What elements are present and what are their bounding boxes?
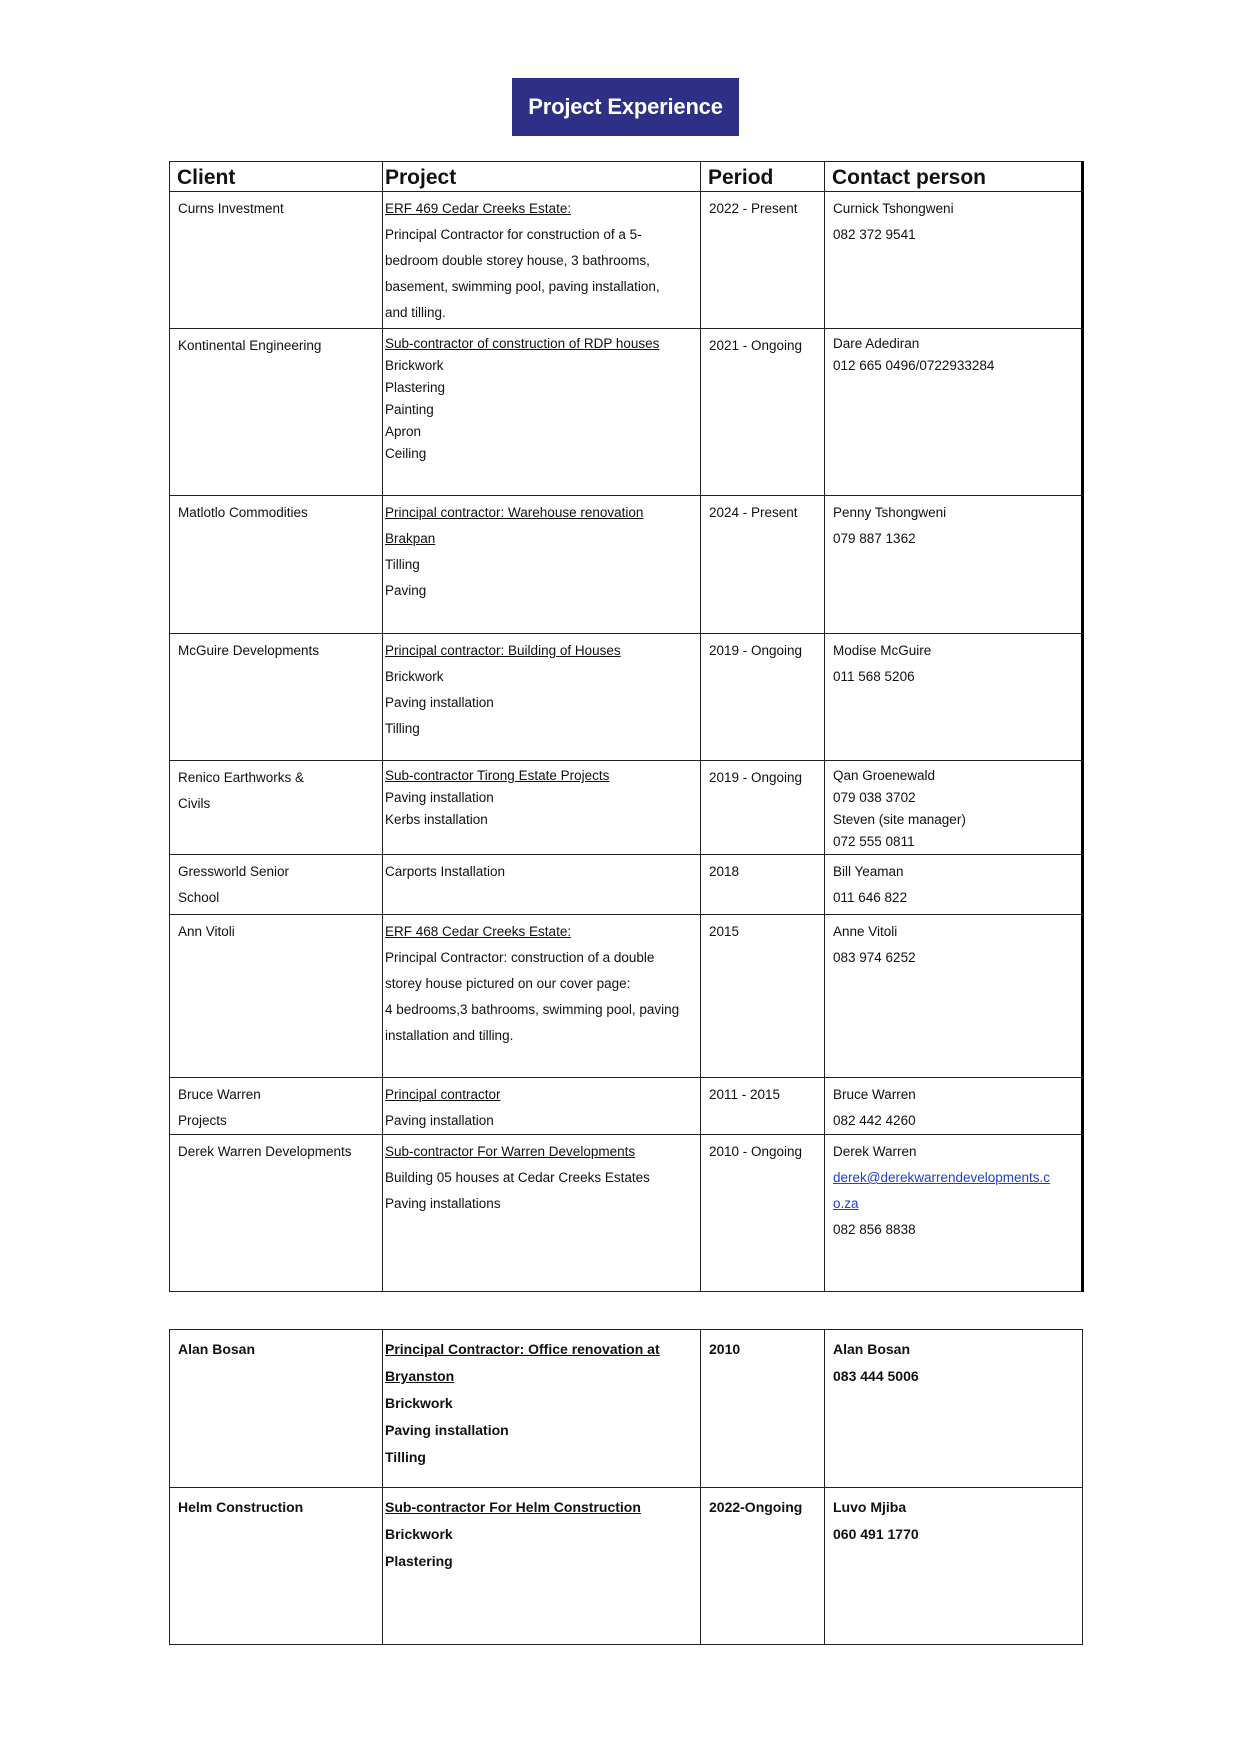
table-row bbox=[170, 1078, 1083, 1135]
contact-cell-line: 082 856 8838 bbox=[833, 1222, 916, 1237]
contact-cell bbox=[825, 761, 1083, 855]
client-cell-line: Renico Earthworks & bbox=[178, 770, 305, 785]
project-cell bbox=[383, 329, 701, 496]
project-cell-line: Principal Contractor: Office renovation at bbox=[385, 1341, 660, 1357]
period-value: 2018 bbox=[709, 864, 740, 879]
contact-cell bbox=[825, 634, 1083, 761]
client-cell-line: Matlotlo Commodities bbox=[178, 505, 308, 520]
period-cell bbox=[701, 1488, 825, 1645]
project-cell-line: installation and tilling. bbox=[385, 1028, 514, 1043]
header-contact: Contact person bbox=[825, 162, 1083, 192]
project-cell-line: basement, swimming pool, paving installation, bbox=[385, 279, 660, 294]
contact-cell-line: Modise McGuire bbox=[833, 643, 932, 658]
project-cell-line: Kerbs installation bbox=[385, 812, 488, 827]
client-cell bbox=[170, 915, 383, 1078]
project-cell-line: Brickwork bbox=[385, 358, 444, 373]
table-row bbox=[170, 192, 1083, 329]
project-cell-line: ERF 469 Cedar Creeks Estate: bbox=[385, 201, 572, 216]
contact-cell-line: 083 974 6252 bbox=[833, 950, 916, 965]
period-value: 2022 - Present bbox=[709, 201, 798, 216]
project-cell-line: Principal contractor bbox=[385, 1087, 501, 1102]
header-project: Project bbox=[383, 162, 701, 192]
table-row bbox=[170, 855, 1083, 915]
project-cell-line: Brickwork bbox=[385, 669, 444, 684]
project-cell-line: Plastering bbox=[385, 380, 446, 395]
project-cell-line: and tilling. bbox=[385, 305, 446, 320]
table-row bbox=[170, 915, 1083, 1078]
project-cell-line: Building 05 houses at Cedar Creeks Estates bbox=[385, 1170, 650, 1185]
table-row bbox=[170, 1135, 1083, 1292]
contact-cell bbox=[825, 1330, 1083, 1488]
project-cell-line: Brickwork bbox=[385, 1395, 453, 1411]
project-cell-line: Apron bbox=[385, 424, 422, 439]
project-cell-line: Paving installation bbox=[385, 1422, 509, 1438]
project-cell-line: Paving bbox=[385, 583, 427, 598]
contact-cell-line: Curnick Tshongweni bbox=[833, 201, 954, 216]
project-cell bbox=[383, 634, 701, 761]
client-cell bbox=[170, 1488, 383, 1645]
contact-cell-line: Alan Bosan bbox=[833, 1341, 911, 1357]
project-experience-table-continued bbox=[169, 1329, 1083, 1645]
project-cell-line: Paving installation bbox=[385, 695, 494, 710]
period-value: 2024 - Present bbox=[709, 505, 798, 520]
contact-cell-line bbox=[833, 1191, 1075, 1217]
project-cell-line: Principal contractor: Building of Houses bbox=[385, 643, 621, 658]
client-cell bbox=[170, 855, 383, 915]
client-cell-line: Ann Vitoli bbox=[178, 924, 235, 939]
table-row bbox=[170, 1330, 1083, 1488]
contact-cell-line: Bruce Warren bbox=[833, 1087, 916, 1102]
contact-cell bbox=[825, 1078, 1083, 1135]
contact-cell-line: 079 038 3702 bbox=[833, 790, 916, 805]
client-cell-line: School bbox=[178, 890, 220, 905]
contact-cell-line: 079 887 1362 bbox=[833, 531, 916, 546]
contact-cell-line: 012 665 0496/0722933284 bbox=[833, 358, 995, 373]
client-cell-line: Civils bbox=[178, 796, 211, 811]
client-cell-line: Derek Warren Developments bbox=[178, 1144, 352, 1159]
email-link[interactable]: o.za bbox=[833, 1196, 859, 1211]
period-cell bbox=[701, 915, 825, 1078]
table-header-row bbox=[170, 162, 1083, 192]
project-cell-line: Sub-contractor of construction of RDP houses bbox=[385, 336, 660, 351]
client-cell-line: Gressworld Senior bbox=[178, 864, 290, 879]
client-cell-line: Alan Bosan bbox=[178, 1341, 256, 1357]
period-cell bbox=[701, 192, 825, 329]
client-cell bbox=[170, 329, 383, 496]
client-cell bbox=[170, 1135, 383, 1292]
period-cell bbox=[701, 1135, 825, 1292]
project-cell bbox=[383, 915, 701, 1078]
table-row bbox=[170, 496, 1083, 634]
period-cell bbox=[701, 1330, 825, 1488]
project-cell-line: Carports Installation bbox=[385, 864, 506, 879]
contact-cell bbox=[825, 1488, 1083, 1645]
project-cell-line: ERF 468 Cedar Creeks Estate: bbox=[385, 924, 572, 939]
period-value: 2010 bbox=[709, 1341, 741, 1357]
table-row bbox=[170, 634, 1083, 761]
contact-cell-line: Steven (site manager) bbox=[833, 812, 966, 827]
client-cell-line: Helm Construction bbox=[178, 1499, 304, 1515]
project-cell-line: Sub-contractor For Warren Developments bbox=[385, 1144, 636, 1159]
contact-cell-line: Qan Groenewald bbox=[833, 768, 936, 783]
contact-cell-line: Derek Warren bbox=[833, 1144, 917, 1159]
project-cell bbox=[383, 855, 701, 915]
project-cell-line: bedroom double storey house, 3 bathrooms, bbox=[385, 253, 650, 268]
contact-cell-line: 082 442 4260 bbox=[833, 1113, 916, 1128]
period-value: 2010 - Ongoing bbox=[709, 1144, 803, 1159]
project-cell-line: Bryanston bbox=[385, 1368, 455, 1384]
client-cell bbox=[170, 192, 383, 329]
table-row bbox=[170, 1488, 1083, 1645]
project-cell-line: Sub-contractor Tirong Estate Projects bbox=[385, 768, 610, 783]
client-cell bbox=[170, 496, 383, 634]
project-experience-table bbox=[169, 161, 1084, 1292]
table-row bbox=[170, 761, 1083, 855]
contact-cell bbox=[825, 329, 1083, 496]
contact-cell-line: Luvo Mjiba bbox=[833, 1499, 907, 1515]
contact-cell-line: 082 372 9541 bbox=[833, 227, 916, 242]
client-cell bbox=[170, 761, 383, 855]
client-cell-line: Bruce Warren bbox=[178, 1087, 261, 1102]
period-value: 2021 - Ongoing bbox=[709, 338, 803, 353]
project-cell-line: Brakpan bbox=[385, 531, 436, 546]
project-cell-line: Principal Contractor: construction of a double bbox=[385, 950, 655, 965]
contact-cell bbox=[825, 1135, 1083, 1292]
project-cell bbox=[383, 1488, 701, 1645]
client-cell-line: Curns Investment bbox=[178, 201, 284, 216]
header-client: Client bbox=[170, 162, 383, 192]
project-cell-line: storey house pictured on our cover page: bbox=[385, 976, 631, 991]
project-cell-line: Tilling bbox=[385, 721, 420, 736]
contact-cell bbox=[825, 496, 1083, 634]
client-cell bbox=[170, 634, 383, 761]
header-period: Period bbox=[701, 162, 825, 192]
client-cell-line: Projects bbox=[178, 1113, 227, 1128]
project-cell bbox=[383, 1135, 701, 1292]
project-cell-line: Principal contractor: Warehouse renovation bbox=[385, 505, 644, 520]
project-cell-line: Paving installations bbox=[385, 1196, 501, 1211]
table-row bbox=[170, 329, 1083, 496]
period-value: 2015 bbox=[709, 924, 740, 939]
client-cell-line: McGuire Developments bbox=[178, 643, 320, 658]
contact-cell bbox=[825, 192, 1083, 329]
project-cell-line: Paving installation bbox=[385, 790, 494, 805]
period-value: 2019 - Ongoing bbox=[709, 770, 803, 785]
project-cell-line: Tilling bbox=[385, 557, 420, 572]
period-cell bbox=[701, 1078, 825, 1135]
project-cell bbox=[383, 1330, 701, 1488]
contact-cell-line: Bill Yeaman bbox=[833, 864, 904, 879]
period-cell bbox=[701, 761, 825, 855]
contact-cell-line: 060 491 1770 bbox=[833, 1526, 919, 1542]
period-value: 2019 - Ongoing bbox=[709, 643, 803, 658]
period-value: 2011 - 2015 bbox=[709, 1087, 781, 1102]
contact-cell-line: 072 555 0811 bbox=[833, 834, 915, 849]
period-cell bbox=[701, 329, 825, 496]
project-cell bbox=[383, 496, 701, 634]
project-cell-line: Principal Contractor for construction of a 5- bbox=[385, 227, 642, 242]
project-cell-line: Ceiling bbox=[385, 446, 427, 461]
project-cell-line: Sub-contractor For Helm Construction bbox=[385, 1499, 641, 1515]
contact-cell bbox=[825, 855, 1083, 915]
email-link[interactable]: derek@derekwarrendevelopments.c bbox=[833, 1170, 1051, 1185]
contact-cell-line: Penny Tshongweni bbox=[833, 505, 947, 520]
project-cell-line: Painting bbox=[385, 402, 434, 417]
contact-cell bbox=[825, 915, 1083, 1078]
client-cell-line: Kontinental Engineering bbox=[178, 338, 322, 353]
project-cell bbox=[383, 761, 701, 855]
contact-cell-line bbox=[833, 1165, 1075, 1191]
contact-cell-line: 011 646 822 bbox=[833, 890, 908, 905]
contact-cell-line: 011 568 5206 bbox=[833, 669, 915, 684]
period-value: 2022-Ongoing bbox=[709, 1499, 803, 1515]
client-cell bbox=[170, 1078, 383, 1135]
project-cell-line: Paving installation bbox=[385, 1113, 494, 1128]
page-title: Project Experience bbox=[512, 78, 739, 136]
period-cell bbox=[701, 634, 825, 761]
period-cell bbox=[701, 855, 825, 915]
project-cell bbox=[383, 192, 701, 329]
project-cell-line: Plastering bbox=[385, 1553, 453, 1569]
period-cell bbox=[701, 496, 825, 634]
contact-cell-line: 083 444 5006 bbox=[833, 1368, 919, 1384]
project-cell-line: Brickwork bbox=[385, 1526, 453, 1542]
client-cell bbox=[170, 1330, 383, 1488]
contact-cell-line: Anne Vitoli bbox=[833, 924, 898, 939]
project-cell-line: 4 bedrooms,3 bathrooms, swimming pool, paving bbox=[385, 1002, 680, 1017]
project-cell bbox=[383, 1078, 701, 1135]
contact-cell-line: Dare Adediran bbox=[833, 336, 920, 351]
project-cell-line: Tilling bbox=[385, 1449, 426, 1465]
